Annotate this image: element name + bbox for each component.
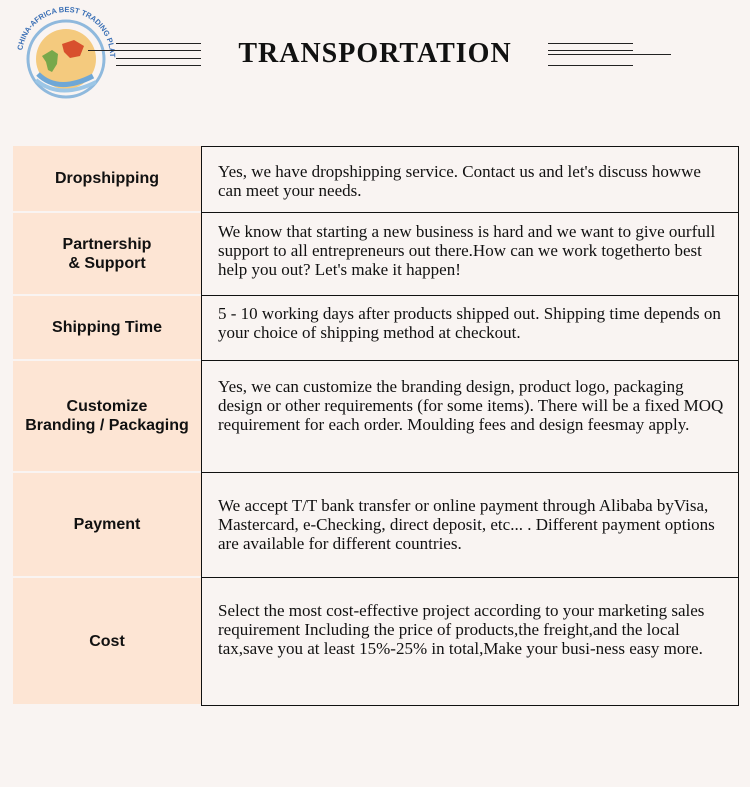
row-label: Cost	[13, 578, 201, 706]
title-decoration-right	[548, 40, 673, 70]
table-row	[13, 361, 739, 473]
row-text: 5 - 10 working days after products shipped out. Shipping time depends on your choice of shipping method at checkout.	[201, 296, 739, 361]
table-row	[13, 146, 739, 213]
row-text: Yes, we can customize the branding design, product logo, packaging design or other requirements (for some items). There will be a fixed MOQ requirement for each order. Moulding fees and design feesmay apply.	[201, 361, 739, 473]
table-row	[13, 213, 739, 296]
row-text: We know that starting a new business is hard and we want to give ourfull support to all entrepreneurs out there.How can we work togetherto best help you out? Let's make it happen!	[201, 213, 739, 296]
logo-text: CHINA-AFRICA BEST TRADING PL T	[15, 4, 118, 58]
row-label: Dropshipping	[13, 146, 201, 213]
row-label: Payment	[13, 473, 201, 578]
row-label: Partnership & Support	[13, 213, 201, 296]
transportation-table	[13, 146, 739, 706]
page-title: TRANSPORTATION	[238, 38, 512, 69]
row-text: We accept T/T bank transfer or online payment through Alibaba byVisa, Mastercard, e-Checking, direct deposit, etc... . Different payment options are available for different countries.	[201, 473, 739, 578]
table-row	[13, 473, 739, 578]
row-text: Yes, we have dropshipping service. Contact us and let's discuss howwe can meet your needs.	[201, 146, 739, 213]
row-label: Customize Branding / Packaging	[13, 361, 201, 473]
table-row	[13, 296, 739, 361]
table-row	[13, 578, 739, 706]
row-text: Select the most cost-effective project according to your marketing sales requirement Including the price of products,the freight,and the local tax,save you at least 15%-25% in total,Make your busi-ness easy more.	[201, 578, 739, 706]
row-label: Shipping Time	[13, 296, 201, 361]
title-decoration-left	[88, 40, 203, 70]
